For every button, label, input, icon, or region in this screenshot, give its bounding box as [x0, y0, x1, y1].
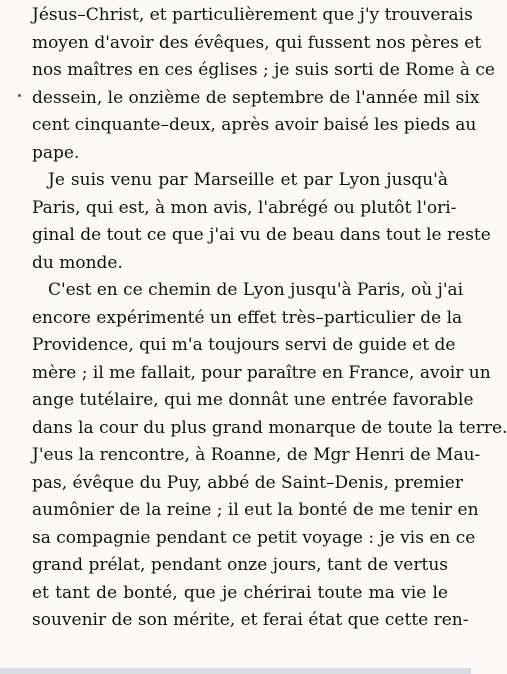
text-line-9: ginal de tout ce que j'ai vu de beau dans tout le reste: [32, 225, 491, 245]
text-line-13: Providence, qui m'a toujours servi de guide et de: [32, 335, 456, 355]
text-line-20: sa compagnie pendant ce petit voyage : je vis en ce: [32, 527, 476, 548]
ink-speck: [18, 94, 21, 97]
text-line-3: nos maîtres en ces églises ; je suis sorti de Rome à ce: [32, 60, 495, 80]
page-text: [32, 2, 507, 635]
text-line-12: encore expérimenté un effet très–particulier de la: [32, 307, 463, 328]
text-line-2: moyen d'avoir des évêques, qui fussent nos pères et: [32, 32, 482, 53]
text-line-5: cent cinquante–deux, après avoir baisé les pieds au: [32, 115, 477, 135]
text-line-6: pape.: [32, 142, 80, 163]
text-line-16: dans la cour du plus grand monarque de toute la terre.: [32, 417, 507, 438]
text-line-21: grand prélat, pendant onze jours, tant de vertus: [32, 555, 448, 575]
text-line-17: J'eus la rencontre, à Roanne, de Mgr Henri de Mau-: [32, 445, 481, 465]
text-line-18: pas, évêque du Puy, abbé de Saint–Denis, premier: [32, 472, 463, 493]
text-line-22: et tant de bonté, que je chérirai toute ma vie le: [32, 582, 448, 603]
text-line-11: C'est en ce chemin de Lyon jusqu'à Paris, où j'ai: [48, 280, 464, 300]
text-line-8: Paris, qui est, à mon avis, l'abrégé ou plutôt l'ori-: [32, 197, 457, 218]
page-bottom-edge: [0, 668, 471, 674]
text-line-23: souvenir de son mérite, et ferai état que cette ren-: [32, 610, 469, 630]
text-line-10: du monde.: [32, 252, 123, 273]
text-line-4: dessein, le onzième de septembre de l'année mil six: [32, 87, 480, 108]
text-line-1: Jésus–Christ, et particulièrement que j'y trouverais: [32, 5, 473, 25]
text-line-14: mère ; il me fallait, pour paraître en France, avoir un: [32, 362, 491, 383]
text-line-7: Je suis venu par Marseille et par Lyon jusqu'à: [48, 170, 448, 190]
text-line-19: aumônier de la reine ; il eut la bonté de me tenir en: [32, 500, 479, 520]
text-line-15: ange tutélaire, qui me donnât une entrée favorable: [32, 390, 474, 410]
